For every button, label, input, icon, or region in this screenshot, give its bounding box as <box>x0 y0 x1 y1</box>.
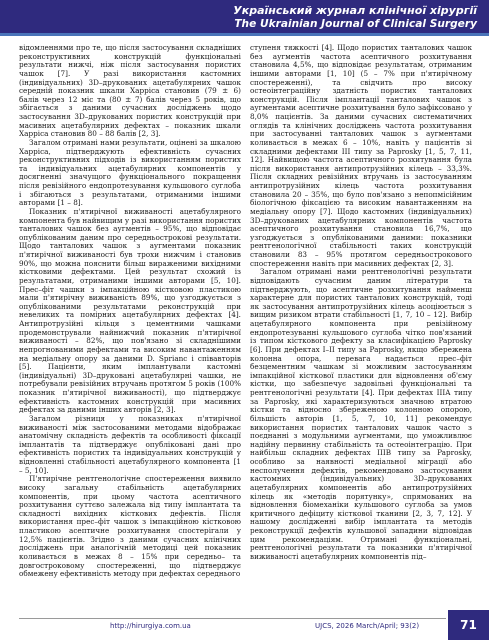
footer-divider <box>19 618 446 619</box>
paragraph: Показник п'ятирічної виживаності ацетабулярного компонента був найвищим у разі використання пористих танталових чашок без аугментів – 95%, що відповідає опублікованим даним про середньострокові результати. Щодо танталових чашок з аугментами показник п'ятирічної виживаності був трохи нижчим і становив 90%, що можна пояснити більш вираженими вихідними кістковими дефектами. Цей результат схожий із результатами, отриманими іншими авторами [5, 10]. Прес–фіт чашки з імпакційною кістковою пластикою мали п'ятирічну виживаність 89%, що узгоджується з опублікованими результатами реконструкцій при невеликих та помірних ацетабулярних дефектах [4]. Антипротрузійні кільця з цементними чашками продемонстрували найнижчий показник п'ятирічної виживаності – 82%, що пов'язано зі складнішими непрогнованими дефектами та високим навантаженням на медіальну опору за даними D. Sprianc і співавторів [5]. Пацієнти, яким імплантували кастомні (індивідуальні) 3D–друковані ацетабулярні чашки, не потребували ревізійних втручань протягом 5 років (100% показник п'ятирічної виживаності), що підтверджує ефективність кастомних конструкцій при масивних дефектах за даними інших авторів [2, 3]. <box>19 206 241 415</box>
journal-citation: UJCS, 2026 March/April; 93(2) <box>315 622 420 630</box>
paragraph: відомленнями про те, що після застосування складніших реконструктивних конструкцій функціональні результати нижчі, ніж після застосування пористих чашок [7]. У разі використання кастомних (індивідуальних) 3D–друкованих ацетабулярних чашок середній показник шкали Харріса становив (79 ± 6) балів через 12 міс та (80 ± 7) балів через 5 років, що збігається з даними сучасних досліджень щодо застосування 3D–друкованих пористих конструкцій при масивних ацетабулярних дефектах – показник шкали Харріса становив 80 – 88 балів [2, 3]. <box>19 44 241 139</box>
paragraph: Загалом отримані нами рентгенологічні результати відповідають сучасним даним літератури та підтверджують, що асептичне розхитування найменш характерне для пористих танталових конструкцій, тоді як застосування антипротрузійних кілець асоціюється з вищим ризиком втрати стабільності [1, 7, 10 – 12]. Вибір ацетабулярного компонента при ревізійному ендопротезуванні кульшового суглоба чітко пов'язаний із типом кісткового дефекту за класифікацією Paprosky [6]. При дефектах I–II типу за Paprosky, якщо збережена колонна опора, перевага надається прес–фіт безцементним чашкам зі можливим застосуванням імпакційної кісткової пластики для відновлення об'єму кістки, що забезпечує задовільні функціональні та рентгенологічні результати [4]. При дефектах IIIA типу за Paprosky, які характеризуються значною втратою кістки та відносно збереженою колонною опорою, більшість авторів [1, 5, 7, 10, 11] рекомендує використання пористих танталових чашок часто з поєднанні з модульними аугментами, що уможливлює надійну первинну стабільність та остеоінтеграцію. При найбільш складних дефектах IIIB типу за Paprosky, особливо за наявності медіальної міграції або несполучення дефектів, рекомендовано застосування кастомних (індивідуальних) 3D–друкованих ацетабулярних компонентів або антипротрузійних кілець як «методів порятунку», спрямованих на відновлення біомеханіки кульшового суглоба за умов критичного дефіциту кісткової тканини [2, 3, 7, 12]. У нашому дослідженні вибір імплантата та методів реконструкції дефектів кульшової западини відповідав цим рекомендаціям. Отримані функціональні, рентгенологічні результати та показники п'ятирічної виживаності ацетабулярних компонентів під– <box>250 267 472 561</box>
left-text-column <box>19 44 241 614</box>
journal-title-ukrainian: Український журнал клінічної хірургії <box>233 4 477 17</box>
page-number: 71 <box>448 610 489 640</box>
header-accent-stripe <box>0 33 489 36</box>
paragraph: ступеня тяжкості [4]. Щодо пористих танталових чашок без аугментів частота асептичного розхитування становила 4,5%, що відповідає результатам, отриманим іншими авторами [1, 10] (5 – 7% при п'ятирічному спостереженні), та свідчить про високу остеоінтеграційну здатність пористих танталових конструкцій. Після імплантації танталових чашок з аугментами асептичне розхитування було зафіксовано у 8,0% пацієнтів. За даними сучасних систематичних оглядів та клінічних досліджень частота розхитування при застосуванні танталових чашок з аугментами коливається в межах 6 – 10%, навіть у пацієнтів зі складними дефектами III типу за Paprosky [1, 5, 7, 11, 12]. Найвищою частота асептичного розхитування була після використання антипротрузійних кілець – 33,3%. Після складних ревізійних втручань із застосуванням антипротрузійних кілець частота розхитування становила 20 – 35%, що було пов'язано з непопмісійним біологічною фіксацією та високим навантаженням на медіальну опору [7]. Щодо кастомних (індивідуальних) 3D–друкованих ацетабулярних компонентів частота асептичного розхитування становила 16,7%, що узгоджується з опублікованими даними: показники рентгенологічної стабільності таких конструкцій становили 83 – 95% протягом середньострокового спостереження навіть при масивних дефектах [2, 3]. <box>250 44 472 268</box>
right-text-column <box>250 44 472 614</box>
journal-title-english: The Ukrainian Journal of Clinical Surgery <box>234 18 477 30</box>
journal-website-link[interactable]: http://hirurgiya.com.ua <box>110 622 191 630</box>
paragraph: П'ятирічне рентгенологічне спостереження виявило високу загальну стабільність ацетабулярних компонентів, при цьому частота асептичного розхитування суттєво залежала від типу імплантата та складності вихідних кісткових дефектів. Після використання прес–фіт чашок з імпакційною кістковою пластикою асептичне розхитування спостерігали у 12,5% пацієнтів. Згідно з даними сучасних клінічних досліджень при аналогічній методиці цей показник коливається в межах 8 – 15% при середньо– та довгостроковому спостереженні, що підтверджує обмежену ефективність методу при дефектах середнього <box>19 474 241 579</box>
paragraph: Загалом отримані нами результати, оцінені за шкалою Харріса, підтверджують ефективність сучасних реконструктивних підходів із використанням пористих та індивідуальних ацетабулярних компонентів у досягненні значущого функціонального покращення після ревізійного ендопротезування кульшового суглоба і збігаються з результатами, отриманими іншими авторами [1 – 8]. <box>19 137 241 208</box>
paragraph: Загалом різниця у показниках п'ятирічної виживаності між застосованими методами відображає анатомічну складність дефектів та особливості фіксації імплантатів та підтверджує опубліковані дані про ефективність пористих та індивідуальних конструкцій у відновленні стабільності ацетабулярного компонента [1 – 5, 10]. <box>19 413 241 475</box>
journal-header <box>0 0 489 36</box>
